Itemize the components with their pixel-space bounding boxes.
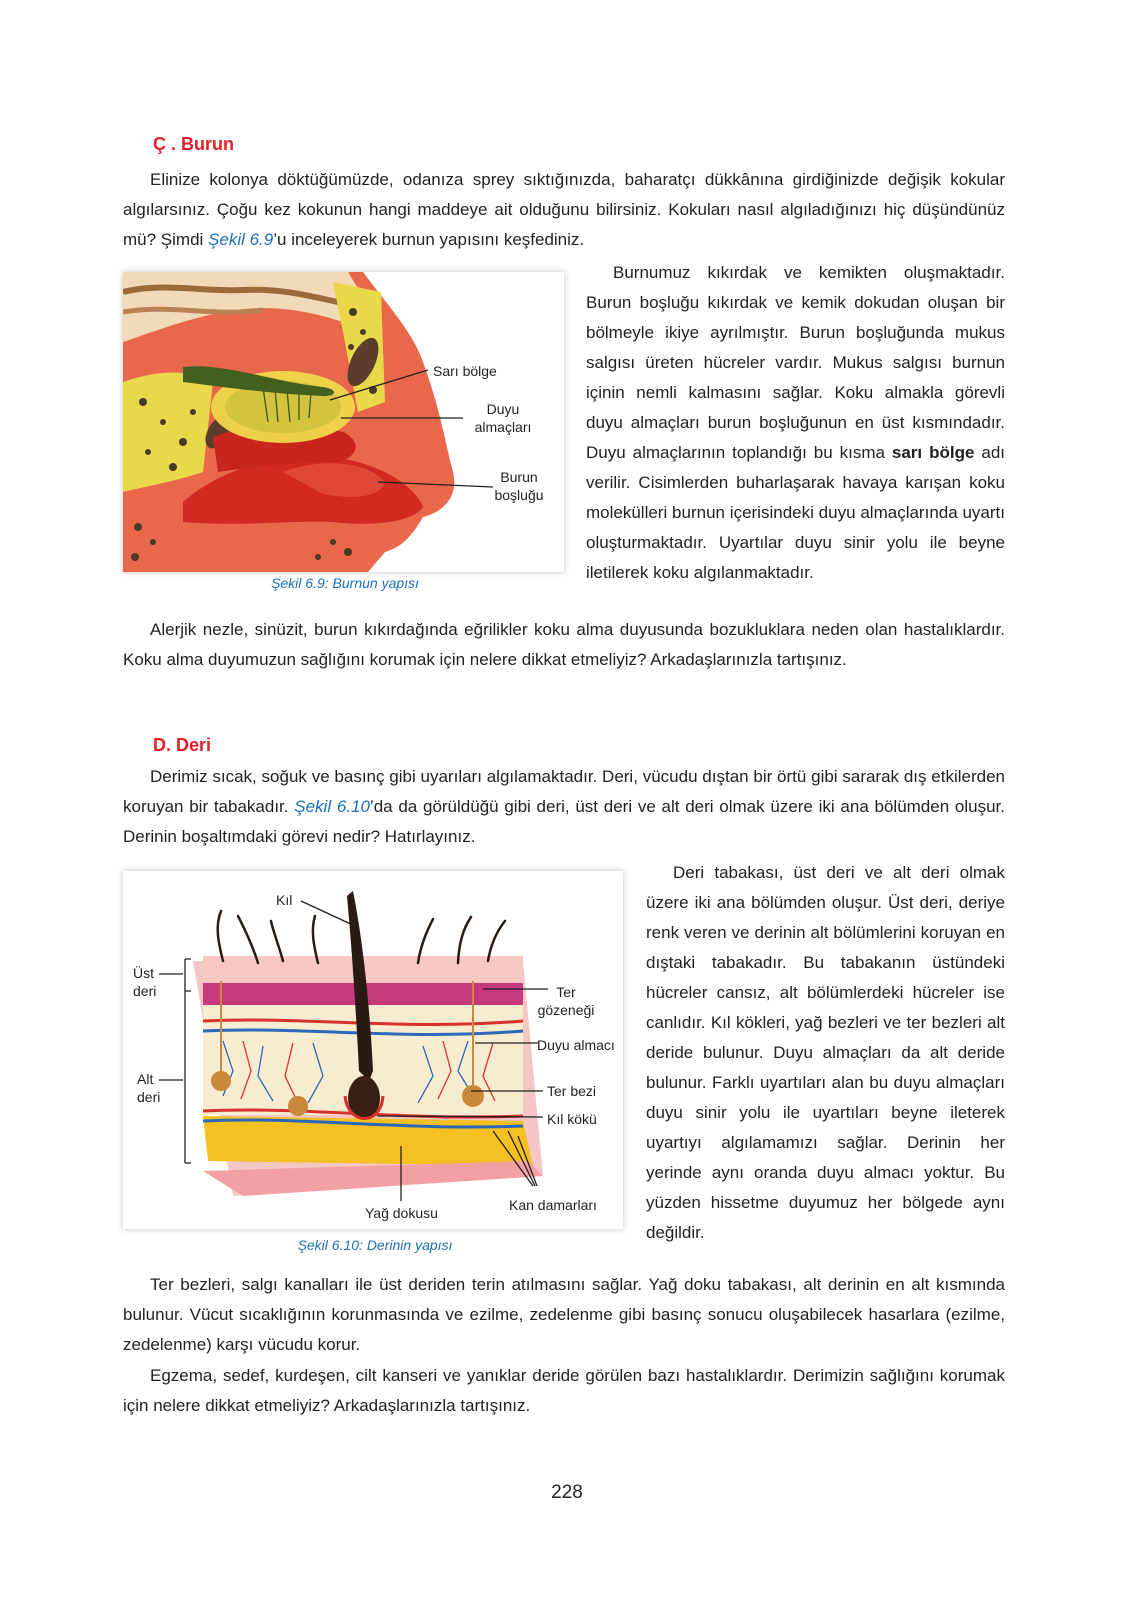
deri-paragraph-2	[123, 1270, 1005, 1360]
deri-side-text: Deri tabakası, üst deri ve alt deri olmak üzere iki ana bölümden oluşur. Üst deri, deriye renk veren ve derinin alt bölümlerini koruyan en dıştaki tabakadır. Bu tabakanın üstündeki hücreler cansız, alt bölümlerdeki hücreler ise canlıdır. Kıl kökleri, yağ bezleri ve ter bezleri alt deride bulunur. Duyu almaçları da alt deride bulunur. Farklı uyartıları alan bu duyu almaçları duyu sinir yolu ile uyartıları beyne ileterek uyartıyı algılamamızı sağlar. Derinin her yerinde aynı oranda duyu almacı yoktur. Bu yüzden hissetme duyumuz her bölgede aynı değildir.	[646, 863, 1005, 1242]
deri-paragraph-3-text: Egzema, sedef, kurdeşen, cilt kanseri ve yanıklar deride görülen bazı hastalıklardır. Derimizin sağlığını korumak için nelere dikkat etmeliyiz? Arkadaşlarınızla tartışınız.	[123, 1366, 1005, 1415]
label-ter-gozenegi	[521, 983, 611, 1019]
label-kil: Kıl	[276, 892, 293, 908]
deri-intro-text-2: ’da da görüldüğü gibi deri, üst deri ve alt deri olmak üzere iki ana bölümden oluşur. Derinin boşaltımdaki görevi nedir? Hatırlayınız.	[123, 797, 1005, 846]
burun-closing-paragraph	[123, 615, 1005, 675]
deri-intro-paragraph	[123, 762, 1005, 852]
label-alt-deri	[137, 1070, 160, 1106]
label-burun-boslugu	[489, 468, 549, 504]
deri-side-paragraph	[646, 858, 1005, 1248]
label-kil-koku: Kıl kökü	[547, 1111, 597, 1127]
deri-paragraph-2-text: Ter bezleri, salgı kanalları ile üst deriden terin atılmasını sağlar. Yağ doku tabakası, alt derinin en alt kısmında bulunur. Vücut sıcaklığının korunmasında ve ezilme, zedelenme gibi basınç sonucu oluşabilecek hasarlara (ezilme, zedelenme) karşı vücudu korur.	[123, 1275, 1005, 1354]
figure-reference-6-10: Şekil 6.10	[294, 797, 370, 816]
label-ter-gozenegi-line2: gözeneği	[537, 1002, 595, 1018]
figure-reference-6-9: Şekil 6.9	[208, 230, 274, 249]
burun-closing-text: Alerjik nezle, sinüzit, burun kıkırdağında eğrilikler koku alma duyusunda bozukluklara neden olan hastalıklardır. Koku alma duyumuzun sağlığını korumak için nelere dikkat etmeliyiz? Arkadaşlarınızla tartışınız.	[123, 620, 1005, 669]
sari-bolge-term: sarı bölge	[891, 443, 975, 462]
label-duyu-almaclari	[463, 400, 543, 436]
deri-paragraph-3	[123, 1361, 1005, 1421]
burun-side-text-1: Burnumuz kıkırdak ve kemikten oluşmaktadır. Burun boşluğu kıkırdak ve kemik dokudan oluşan bir bölmeyle ikiye ayrılmıştır. Burun boşluğunda mukus salgısı üreten hücreler vardır. Mukus salgısı burnun içinin nemli kalmasını sağlar. Koku almakla görevli duyu almaçları burun boşluğunun en üst kısmındadır. Duyu almaçlarının toplandığı bu kısma	[586, 263, 1005, 462]
label-ust-deri-line1: Üst	[133, 965, 154, 981]
label-duyu-almaclari-line2: almaçları	[474, 419, 532, 435]
label-yag-dokusu: Yağ dokusu	[365, 1205, 438, 1221]
deri-intro-text-1: Derimiz sıcak, soğuk ve basınç gibi uyarıları algılamaktadır. Deri, vücudu dıştan bir örtü gibi sararak dış etkilerden koruyan bir tabakadır.	[123, 767, 1005, 816]
burun-intro-paragraph	[123, 165, 1005, 255]
figure-nose-structure	[123, 272, 564, 572]
label-ter-bezi: Ter bezi	[547, 1083, 597, 1099]
burun-side-paragraph	[586, 258, 1005, 588]
label-kan-damarlari: Kan damarları	[509, 1197, 597, 1213]
label-duyu-almaci: Duyu almacı	[537, 1037, 615, 1053]
page-number: 228	[551, 1482, 583, 1503]
section-heading-deri: D. Deri	[153, 735, 212, 755]
label-duyu-almaclari-line1: Duyu	[486, 401, 520, 417]
label-burun-boslugu-line1: Burun	[500, 469, 538, 485]
figure-caption-6-10: Şekil 6.10: Derinin yapısı	[297, 1237, 453, 1253]
label-alt-deri-line2: deri	[137, 1089, 161, 1105]
figure-caption-6-9: Şekil 6.9: Burnun yapısı	[271, 575, 419, 591]
label-ter-gozenegi-line1: Ter	[556, 984, 576, 1000]
figure-skin-structure	[123, 871, 623, 1229]
burun-intro-text-2: ’u inceleyerek burnun yapısını keşfediniz.	[273, 230, 585, 249]
label-burun-boslugu-line2: boşluğu	[494, 487, 544, 503]
section-heading-burun: Ç . Burun	[153, 134, 234, 154]
burun-intro-text-1: Elinize kolonya döktüğümüzde, odanıza sprey sıktığınızda, baharatçı dükkânına girdiğinizde değişik kokular algılarsınız. Çoğu kez kokunun hangi maddeye ait olduğunu bilirsiniz. Kokuları nasıl algıladığınızı hiç düşündünüz mü? Şimdi	[123, 170, 1005, 249]
label-ust-deri-line2: deri	[133, 983, 157, 999]
label-ust-deri	[133, 964, 156, 1000]
label-sari-bolge: Sarı bölge	[433, 363, 497, 379]
label-alt-deri-line1: Alt	[137, 1071, 154, 1087]
burun-side-text-2: adı verilir. Cisimlerden buharlaşarak havaya karışan koku molekülleri burnun içerisindeki duyu almaçlarında uyartı oluşturmaktadır. Uyartılar duyu sinir yolu ile beyne iletilerek koku algılanmaktadır.	[586, 443, 1005, 582]
